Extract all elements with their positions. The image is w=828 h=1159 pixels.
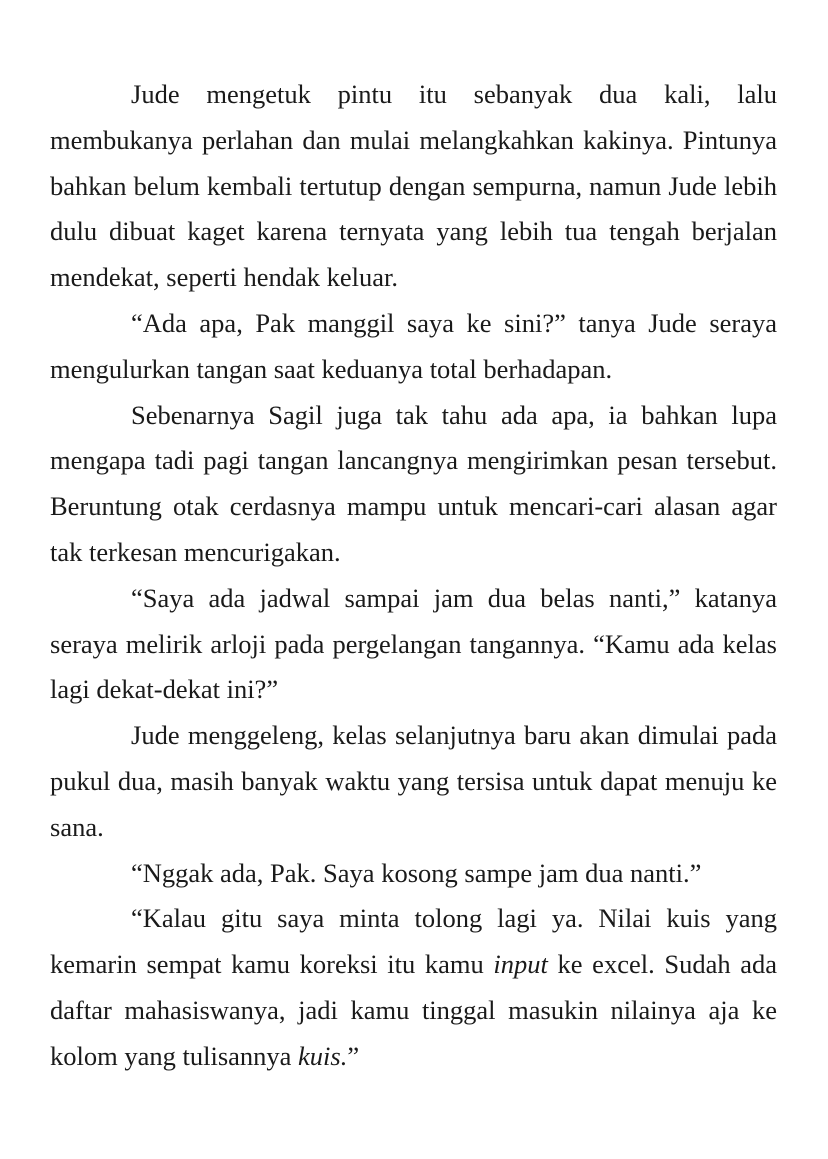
paragraph-text: Sebenarnya Sagil juga tak tahu ada apa, ia bahkan lupa mengapa tadi pagi tangan lancangnya mengirimkan pesan tersebut. Beruntung otak cerdasnya mampu untuk mencari-cari alasan agar tak terkesan mencurigakan. [50,399,777,567]
italic-term-kuis: kuis. [298,1040,348,1071]
italic-term-input: input [493,949,548,980]
paragraph-5 [50,713,777,850]
paragraph-text: Jude menggeleng, kelas selanjutnya baru akan dimulai pada pukul dua, masih banyak waktu yang tersisa untuk dapat menuju ke sana. [50,720,777,842]
document-page [50,72,777,1080]
paragraph-4 [50,576,777,713]
paragraph-text: Jude mengetuk pintu itu sebanyak dua kali, lalu membukanya perlahan dan mulai melangkahkan kakinya. Pintunya bahkan belum kembali tertutup dengan sempurna, namun Jude lebih dulu dibuat kaget karena ternyata yang lebih tua tengah berjalan mendekat, seperti hendak keluar. [50,79,777,293]
paragraph-2 [50,301,777,393]
paragraph-text: “Kalau gitu saya minta tolong lagi ya. Nilai kuis yang kemarin sempat kamu koreksi itu kamu [50,903,777,980]
paragraph-text: ke excel. Sudah ada daftar mahasiswanya, jadi kamu tinggal masukin nilainya aja ke kolom yang tulisannya [50,949,777,1071]
paragraph-7 [50,896,777,1079]
closing-quote: ” [347,1040,360,1071]
paragraph-1 [50,72,777,301]
paragraph-text: “Ada apa, Pak manggil saya ke sini?” tanya Jude seraya mengulurkan tangan saat keduanya total berhadapan. [50,307,777,384]
paragraph-text: “Saya ada jadwal sampai jam dua belas nanti,” katanya seraya melirik arloji pada pergelangan tangannya. “Kamu ada kelas lagi dekat-dekat ini?” [50,582,777,705]
paragraph-3 [50,393,777,576]
paragraph-text: “Nggak ada, Pak. Saya kosong sampe jam dua nanti.” [131,857,702,888]
paragraph-6 [50,851,777,897]
